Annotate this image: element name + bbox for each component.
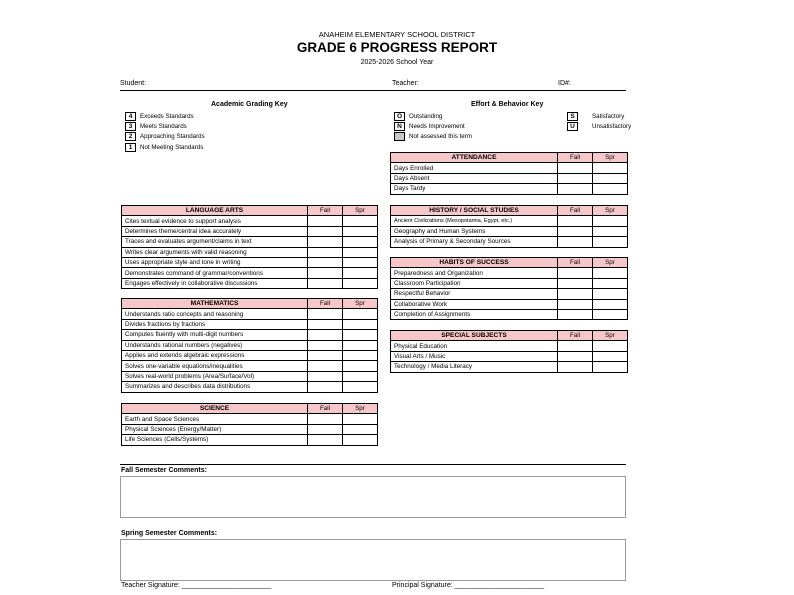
table-row xyxy=(391,268,628,278)
table-row xyxy=(391,184,628,194)
school-year: 2025-2026 School Year xyxy=(360,59,434,66)
key-code: 4 xyxy=(125,112,136,121)
fall-cell[interactable] xyxy=(308,268,343,278)
row-label: Uses appropriate style and tone in writing xyxy=(122,257,308,267)
fall-cell[interactable] xyxy=(308,435,343,445)
spr-cell[interactable] xyxy=(343,414,378,424)
table-row xyxy=(122,382,378,392)
teacher-signature[interactable]: Teacher Signature: _______________________ xyxy=(121,582,272,589)
spr-cell[interactable] xyxy=(343,435,378,445)
spr-cell[interactable] xyxy=(593,341,628,351)
key-code: N xyxy=(394,122,405,131)
science-title: SCIENCE xyxy=(122,404,308,414)
row-label: Writes clear arguments with valid reasoning xyxy=(122,247,308,257)
spr-cell[interactable] xyxy=(343,361,378,371)
table-row xyxy=(122,350,378,360)
spr-cell[interactable] xyxy=(343,268,378,278)
fall-cell[interactable] xyxy=(558,184,593,194)
table-row xyxy=(122,340,378,350)
spr-cell[interactable] xyxy=(343,330,378,340)
fall-cell[interactable] xyxy=(308,247,343,257)
spr-cell[interactable] xyxy=(343,382,378,392)
behavior-key-title: Effort & Behavior Key xyxy=(471,101,544,108)
spr-cell[interactable] xyxy=(343,424,378,434)
key-code: 3 xyxy=(125,122,136,131)
habits-title: HABITS OF SUCCESS xyxy=(391,258,558,268)
key-label: Meets Standards xyxy=(140,123,187,130)
spr-cell[interactable] xyxy=(593,237,628,247)
fall-cell[interactable] xyxy=(308,424,343,434)
fall-cell[interactable] xyxy=(308,350,343,360)
fall-col-header: Fall xyxy=(558,331,593,341)
spr-cell[interactable] xyxy=(593,362,628,372)
row-label: Engages effectively in collaborative discussions xyxy=(122,278,308,288)
row-label: Demonstrates command of grammar/conventions xyxy=(122,268,308,278)
attendance-table xyxy=(390,152,628,195)
history-table xyxy=(390,205,628,248)
fall-cell[interactable] xyxy=(308,340,343,350)
row-label: Cites textual evidence to support analysis xyxy=(122,216,308,226)
table-row xyxy=(122,278,378,288)
fall-cell[interactable] xyxy=(308,319,343,329)
table-row xyxy=(122,330,378,340)
fall-cell[interactable] xyxy=(308,257,343,267)
fall-cell[interactable] xyxy=(558,278,593,288)
spr-cell[interactable] xyxy=(343,237,378,247)
row-label: Computes fluently with multi-digit numbers xyxy=(122,330,308,340)
row-label: Technology / Media Literacy xyxy=(391,362,558,372)
table-row xyxy=(122,309,378,319)
table-row xyxy=(391,309,628,319)
id-label: ID#: xyxy=(558,80,571,87)
fall-cell[interactable] xyxy=(308,414,343,424)
fall-cell[interactable] xyxy=(308,278,343,288)
row-label: Applies and extends algebraic expressions xyxy=(122,350,308,360)
spr-col-header: Spr xyxy=(593,206,628,216)
attendance-title: ATTENDANCE xyxy=(391,153,558,163)
student-label: Student: xyxy=(120,80,147,87)
spr-cell[interactable] xyxy=(593,268,628,278)
spr-cell[interactable] xyxy=(593,173,628,183)
spr-cell[interactable] xyxy=(593,184,628,194)
table-row xyxy=(122,435,378,445)
spr-cell[interactable] xyxy=(343,319,378,329)
spring-comments-box[interactable] xyxy=(120,539,626,581)
fall-cell[interactable] xyxy=(558,173,593,183)
row-label: Days Tardy xyxy=(391,184,558,194)
history-title: HISTORY / SOCIAL STUDIES xyxy=(391,206,558,216)
table-row xyxy=(122,371,378,381)
comments-divider xyxy=(120,464,626,465)
row-label: Life Sciences (Cells/Systems) xyxy=(122,435,308,445)
fall-col-header: Fall xyxy=(308,404,343,414)
row-label: Classroom Participation xyxy=(391,278,558,288)
spr-col-header: Spr xyxy=(593,153,628,163)
fall-cell[interactable] xyxy=(558,163,593,173)
table-row xyxy=(122,319,378,329)
key-label: Not Meeting Standards xyxy=(140,144,204,151)
key-label: Outstanding xyxy=(409,113,443,120)
table-row xyxy=(391,226,628,236)
spr-cell[interactable] xyxy=(343,247,378,257)
fall-cell[interactable] xyxy=(558,268,593,278)
spr-cell[interactable] xyxy=(593,226,628,236)
table-row xyxy=(122,247,378,257)
fall-cell[interactable] xyxy=(308,226,343,236)
special-subjects-title: SPECIAL SUBJECTS xyxy=(391,331,558,341)
row-label: Earth and Space Sciences xyxy=(122,414,308,424)
table-row xyxy=(391,163,628,173)
fall-cell[interactable] xyxy=(558,351,593,361)
table-row xyxy=(122,237,378,247)
spr-cell[interactable] xyxy=(593,289,628,299)
fall-col-header: Fall xyxy=(308,206,343,216)
spr-cell[interactable] xyxy=(343,309,378,319)
row-label: Determines theme/central idea accurately xyxy=(122,226,308,236)
row-label: Respectful Behavior xyxy=(391,289,558,299)
row-label: Summarizes and describes data distributions xyxy=(122,382,308,392)
key-code: 2 xyxy=(125,132,136,141)
table-row xyxy=(391,173,628,183)
fall-cell[interactable] xyxy=(558,226,593,236)
table-row xyxy=(391,351,628,361)
fall-cell[interactable] xyxy=(308,216,343,226)
key-code: O xyxy=(394,112,405,121)
row-label: Completion of Assignments xyxy=(391,309,558,319)
key-label: Approaching Standards xyxy=(140,133,205,140)
spr-cell[interactable] xyxy=(343,371,378,381)
fall-cell[interactable] xyxy=(558,362,593,372)
spr-col-header: Spr xyxy=(593,331,628,341)
spr-cell[interactable] xyxy=(593,351,628,361)
spr-cell[interactable] xyxy=(593,299,628,309)
row-label: Days Enrolled xyxy=(391,163,558,173)
fall-cell[interactable] xyxy=(308,330,343,340)
fall-cell[interactable] xyxy=(308,309,343,319)
row-label: Understands ratio concepts and reasoning xyxy=(122,309,308,319)
fall-col-header: Fall xyxy=(558,153,593,163)
row-label: Preparedness and Organization xyxy=(391,268,558,278)
spr-cell[interactable] xyxy=(593,216,628,226)
row-label: Physical Education xyxy=(391,341,558,351)
key-label: Exceeds Standards xyxy=(140,113,194,120)
key-code: S xyxy=(567,112,578,121)
key-label: Satisfactory xyxy=(592,113,625,120)
academic-key-title: Academic Grading Key xyxy=(211,101,288,108)
mathematics-title: MATHEMATICS xyxy=(122,299,308,309)
special-subjects-table xyxy=(390,330,628,373)
fall-comments-box[interactable] xyxy=(120,476,626,518)
row-label: Visual Arts / Music xyxy=(391,351,558,361)
spr-col-header: Spr xyxy=(343,299,378,309)
district-name: ANAHEIM ELEMENTARY SCHOOL DISTRICT xyxy=(318,30,476,39)
table-row xyxy=(391,299,628,309)
row-label: Geography and Human Systems xyxy=(391,226,558,236)
fall-cell[interactable] xyxy=(558,216,593,226)
row-label: Analysis of Primary & Secondary Sources xyxy=(391,237,558,247)
spr-col-header: Spr xyxy=(343,404,378,414)
teacher-label: Teacher: xyxy=(392,80,419,87)
key-label: Unsatisfactory xyxy=(592,123,632,130)
spr-cell[interactable] xyxy=(343,340,378,350)
fall-cell[interactable] xyxy=(558,237,593,247)
spr-col-header: Spr xyxy=(593,258,628,268)
row-label: Solves real-world problems (Area/Surface/Vol) xyxy=(122,371,308,381)
spr-cell[interactable] xyxy=(343,350,378,360)
page-title: GRADE 6 PROGRESS REPORT xyxy=(296,40,498,55)
table-row xyxy=(391,362,628,372)
language-arts-title: LANGUAGE ARTS xyxy=(122,206,308,216)
fall-cell[interactable] xyxy=(308,237,343,247)
spr-col-header: Spr xyxy=(343,206,378,216)
table-row xyxy=(391,278,628,288)
fall-col-header: Fall xyxy=(558,258,593,268)
table-row xyxy=(122,361,378,371)
spr-cell[interactable] xyxy=(343,226,378,236)
row-label: Physical Sciences (Energy/Matter) xyxy=(122,424,308,434)
spr-cell[interactable] xyxy=(343,216,378,226)
fall-cell[interactable] xyxy=(558,309,593,319)
table-row xyxy=(122,424,378,434)
mathematics-table xyxy=(121,298,378,393)
fall-cell[interactable] xyxy=(308,361,343,371)
row-label: Understands rational numbers (negatives) xyxy=(122,340,308,350)
row-label: Ancient Civilizations (Mesopotamia, Egypt, etc.) xyxy=(391,216,558,226)
not-assessed-swatch xyxy=(394,132,405,141)
fall-cell[interactable] xyxy=(308,382,343,392)
spr-cell[interactable] xyxy=(593,309,628,319)
science-table xyxy=(121,403,378,446)
principal-signature[interactable]: Principal Signature: _______________________ xyxy=(392,582,545,589)
spr-cell[interactable] xyxy=(343,257,378,267)
table-row xyxy=(122,226,378,236)
row-label: Days Absent xyxy=(391,173,558,183)
row-label: Solves one-variable equations/inequalities xyxy=(122,361,308,371)
key-code: U xyxy=(567,122,578,131)
fall-col-header: Fall xyxy=(308,299,343,309)
spr-cell[interactable] xyxy=(343,278,378,288)
habits-table xyxy=(390,257,628,320)
key-label: Needs Improvement xyxy=(409,123,465,130)
fall-cell[interactable] xyxy=(558,299,593,309)
table-row xyxy=(391,237,628,247)
table-row xyxy=(122,268,378,278)
table-row xyxy=(122,257,378,267)
spr-cell[interactable] xyxy=(593,278,628,288)
fall-cell[interactable] xyxy=(558,289,593,299)
language-arts-table xyxy=(121,205,378,289)
spring-comments-label: Spring Semester Comments: xyxy=(121,530,218,537)
row-label: Traces and evaluates argument/claims in text xyxy=(122,237,308,247)
key-label: Not assessed this term xyxy=(409,133,472,140)
fall-comments-label: Fall Semester Comments: xyxy=(121,467,207,474)
spr-cell[interactable] xyxy=(593,163,628,173)
student-info-line xyxy=(120,80,626,91)
key-code: 1 xyxy=(125,143,136,152)
fall-cell[interactable] xyxy=(308,371,343,381)
table-row xyxy=(122,216,378,226)
table-row xyxy=(391,289,628,299)
fall-col-header: Fall xyxy=(558,206,593,216)
table-row xyxy=(391,216,628,226)
row-label: Collaborative Work xyxy=(391,299,558,309)
table-row xyxy=(122,414,378,424)
row-label: Divides fractions by fractions xyxy=(122,319,308,329)
fall-cell[interactable] xyxy=(558,341,593,351)
table-row xyxy=(391,341,628,351)
